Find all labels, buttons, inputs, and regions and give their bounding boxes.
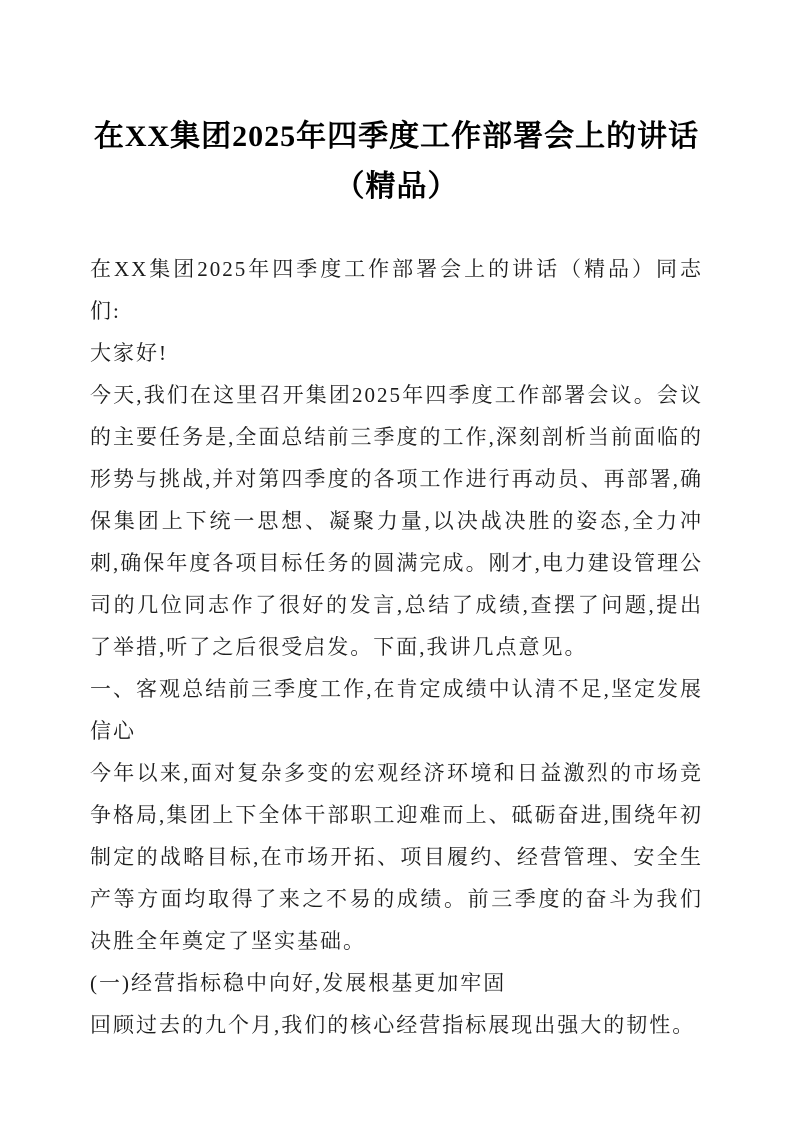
paragraph-section-one-body: 今年以来,面对复杂多变的宏观经济环境和日益激烈的市场竞争格局,集团上下全体干部职工迎难而上、砥砺奋进,围绕年初制定的战略目标,在市场开拓、项目履约、经营管理、安全生产等方面均取得了来之不易的成绩。前三季度的奋斗为我们决胜全年奠定了坚实基础。 (90, 761, 703, 953)
paragraph-greeting: 大家好! (90, 341, 168, 365)
document-title: 在XX集团2025年四季度工作部署会上的讲话（精品） (93, 120, 700, 203)
paragraph-section-one-heading: 一、客观总结前三季度工作,在肯定成绩中认清不足,坚定发展信心 (90, 677, 703, 743)
paragraph-salutation: 在XX集团2025年四季度工作部署会上的讲话（精品）同志们: (90, 257, 703, 323)
paragraph-subsection-body: 回顾过去的九个月,我们的核心经营指标展现出强大的韧性。 (90, 1013, 696, 1037)
paragraph-subsection-heading: (一)经营指标稳中向好,发展根基更加牢固 (90, 971, 507, 995)
paragraph-opening: 今天,我们在这里召开集团2025年四季度工作部署会议。会议的主要任务是,全面总结前三季度的工作,深刻剖析当前面临的形势与挑战,并对第四季度的各项工作进行再动员、再部署,确保集团上下统一思想、凝聚力量,以决战决胜的姿态,全力冲刺,确保年度各项目标任务的圆满完成。刚才,电力建设管理公司的几位同志作了很好的发言,总结了成绩,查摆了问题,提出了举措,听了之后很受启发。下面,我讲几点意见。 (90, 383, 703, 659)
